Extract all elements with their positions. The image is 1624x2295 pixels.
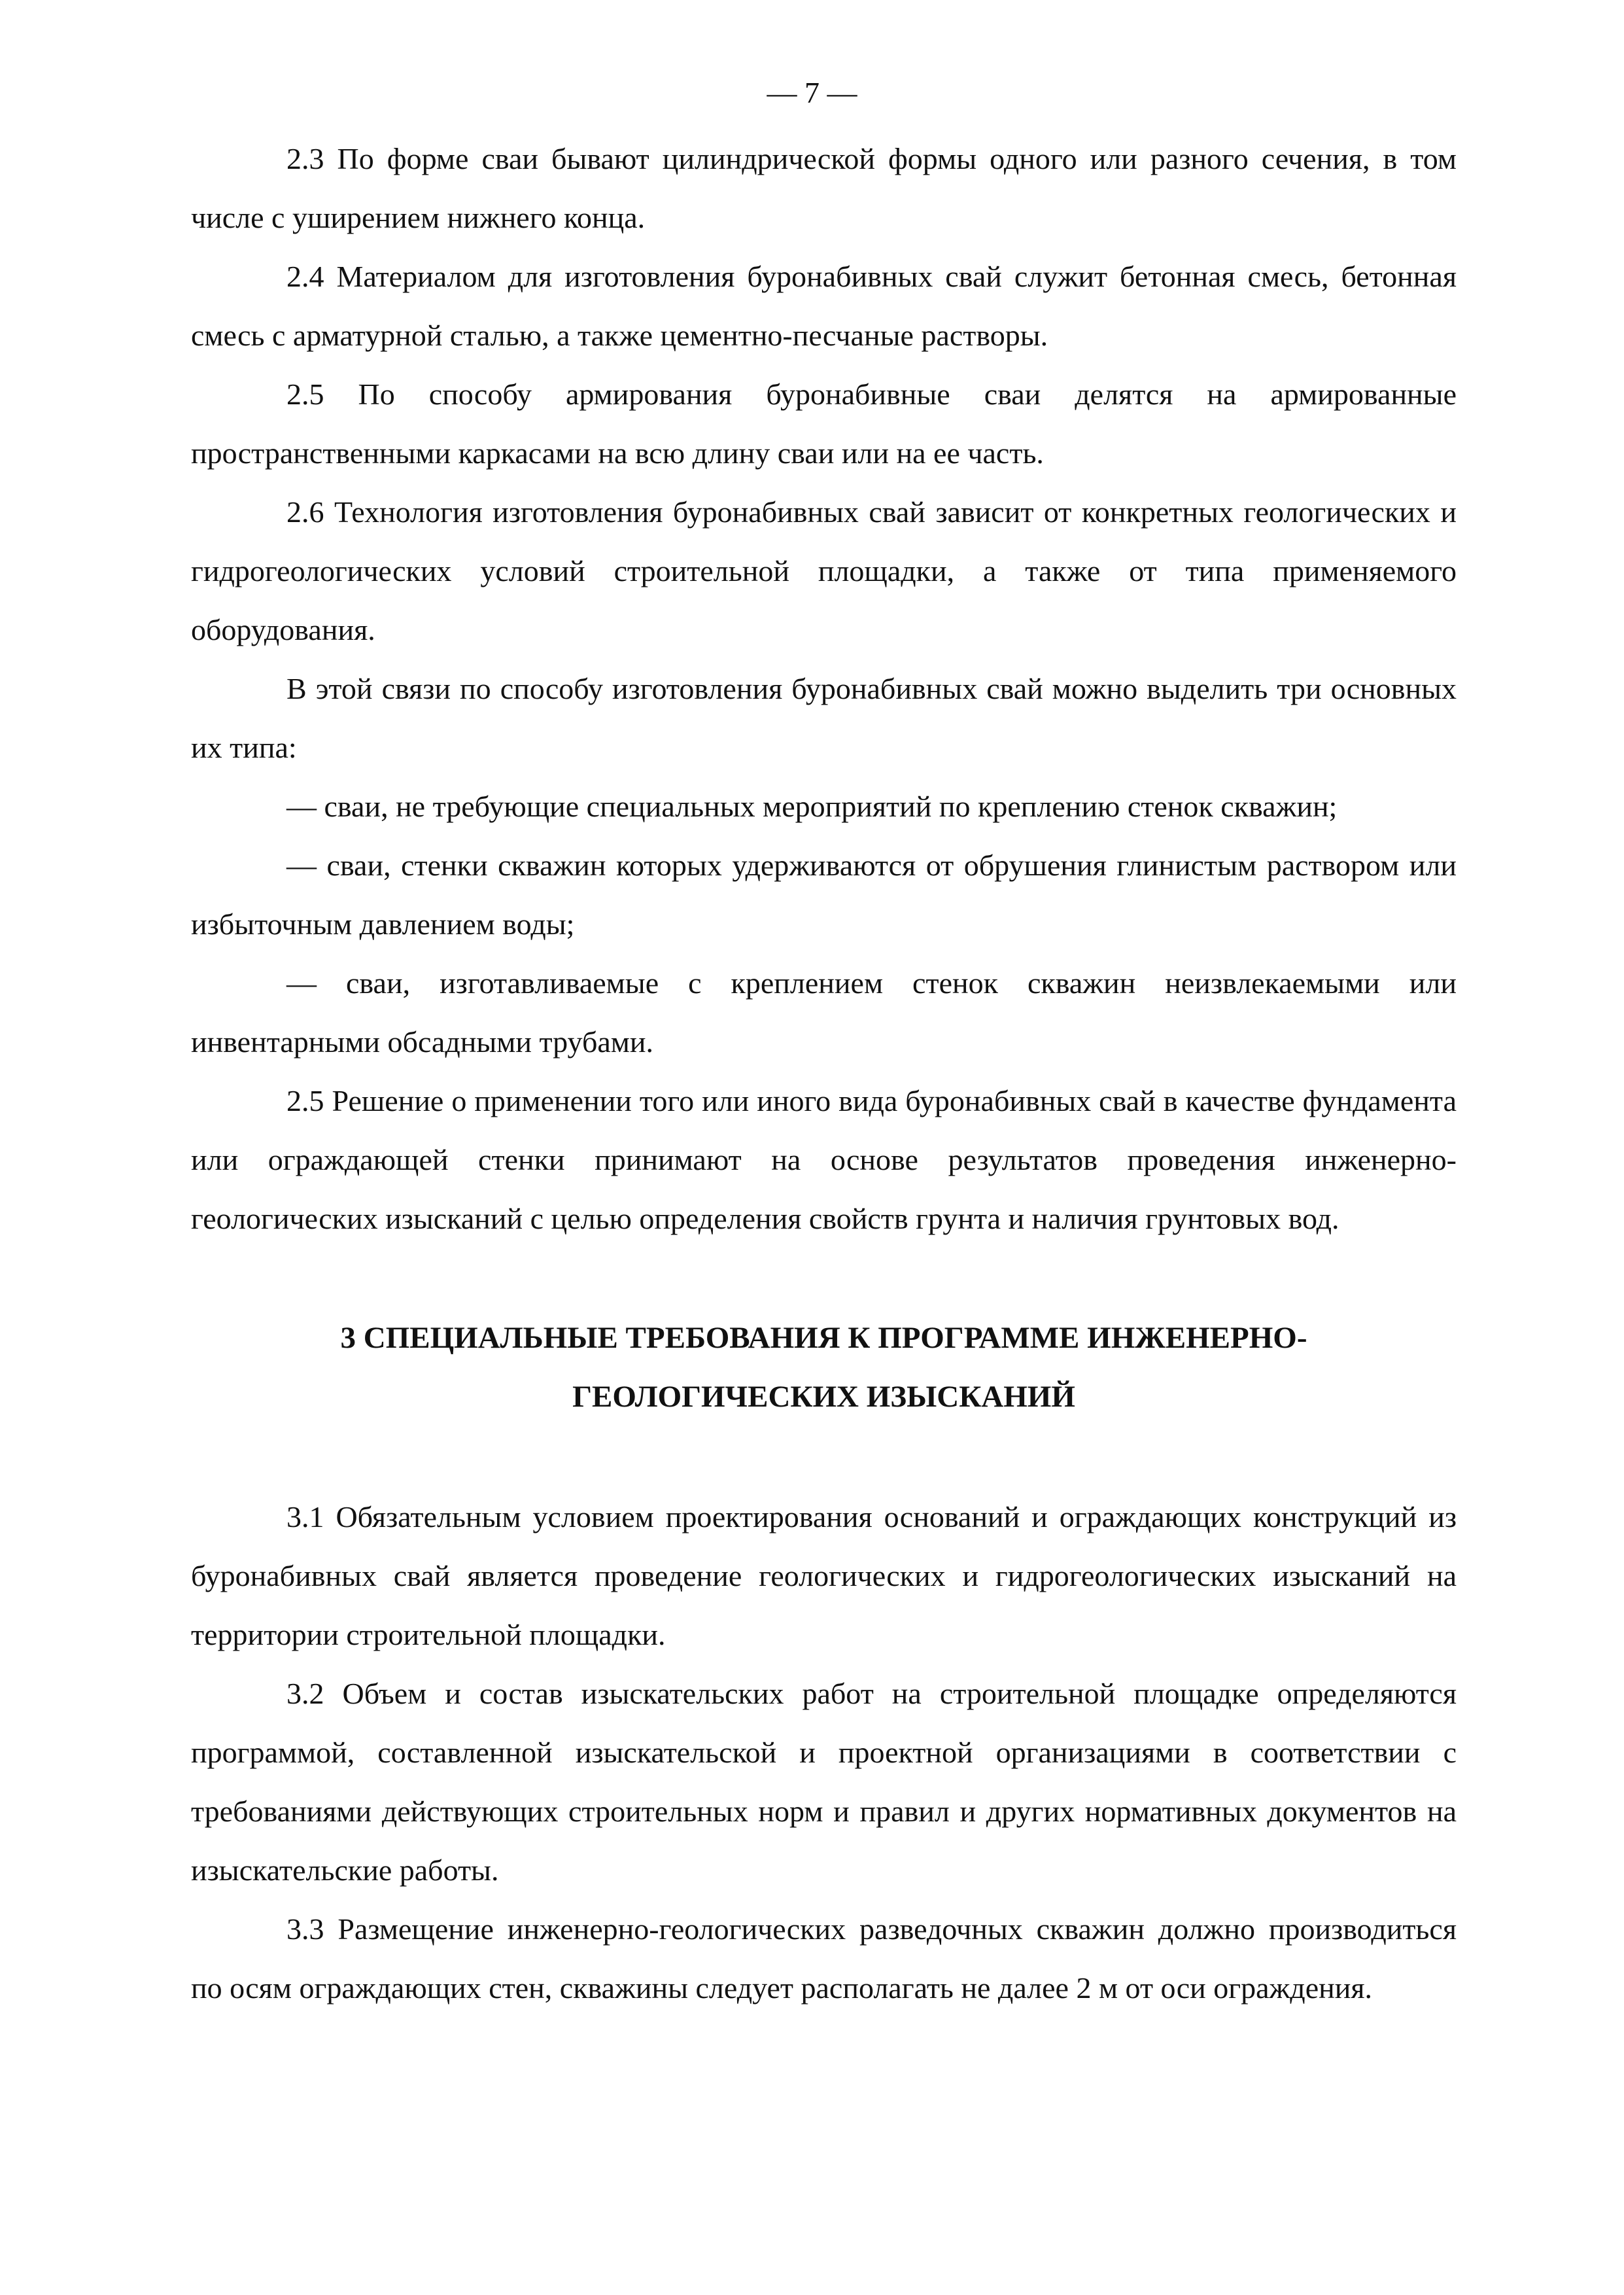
list-item-pile-type-3: — сваи, изготавливаемые с креплением стенок скважин неизвлекаемыми или инвентарными обсадными трубами. bbox=[191, 966, 1457, 1059]
paragraph-2-5-reinforcement: 2.5 По способу армирования буронабивные сваи делятся на армированные пространственными каркасами на всю длину сваи или на ее часть. bbox=[191, 377, 1457, 470]
page-number: — 7 — bbox=[767, 76, 857, 109]
list-item-pile-type-2: — сваи, стенки скважин которых удерживаются от обрушения глинистым раствором или избыточным давлением воды; bbox=[191, 849, 1457, 941]
section-3-heading-line-2: ГЕОЛОГИЧЕСКИХ ИЗЫСКАНИЙ bbox=[572, 1380, 1075, 1414]
paragraph-2-4: 2.4 Материалом для изготовления буронабивных свай служит бетонная смесь, бетонная смесь с арматурной сталью, а также цементно-песчаные растворы. bbox=[191, 260, 1457, 352]
paragraph-3-2: 3.2 Объем и состав изыскательских работ на строительной площадке определяются программой, составленной изыскательской и проектной организациями в соответствии с требованиями действующих строительных норм и правил и других нормативных документов на изыскательские работы. bbox=[191, 1677, 1457, 1887]
paragraph-2-3: 2.3 По форме сваи бывают цилиндрической формы одного или разного сечения, в том числе с уширением нижнего конца. bbox=[191, 142, 1457, 234]
section-3-heading-line-1: 3 СПЕЦИАЛЬНЫЕ ТРЕБОВАНИЯ К ПРОГРАММЕ ИНЖЕНЕРНО- bbox=[340, 1321, 1307, 1355]
paragraph-2-5-decision: 2.5 Решение о применении того или иного вида буронабивных свай в качестве фундамента или ограждающей стенки принимают на основе результатов проведения инженерно-геологических изысканий с целью определения свойств грунта и наличия грунтовых вод. bbox=[191, 1084, 1457, 1235]
section-3-heading bbox=[191, 1308, 1457, 1426]
document-body bbox=[191, 130, 1457, 2018]
paragraph-2-6: 2.6 Технология изготовления буронабивных свай зависит от конкретных геологических и гидрогеологических условий строительной площадки, а также от типа применяемого оборудования. bbox=[191, 495, 1457, 646]
paragraph-pile-types-intro: В этой связи по способу изготовления буронабивных свай можно выделить три основных их типа: bbox=[191, 672, 1457, 764]
paragraph-3-1: 3.1 Обязательным условием проектирования оснований и ограждающих конструкций из буронабивных свай является проведение геологических и гидрогеологических изысканий на территории строительной площадки. bbox=[191, 1500, 1457, 1651]
list-item-pile-type-1: — сваи, не требующие специальных мероприятий по креплению стенок скважин; bbox=[286, 790, 1338, 823]
paragraph-3-3: 3.3 Размещение инженерно-геологических разведочных скважин должно производиться по осям ограждающих стен, скважины следует располагать не далее 2 м от оси ограждения. bbox=[191, 1912, 1457, 2005]
